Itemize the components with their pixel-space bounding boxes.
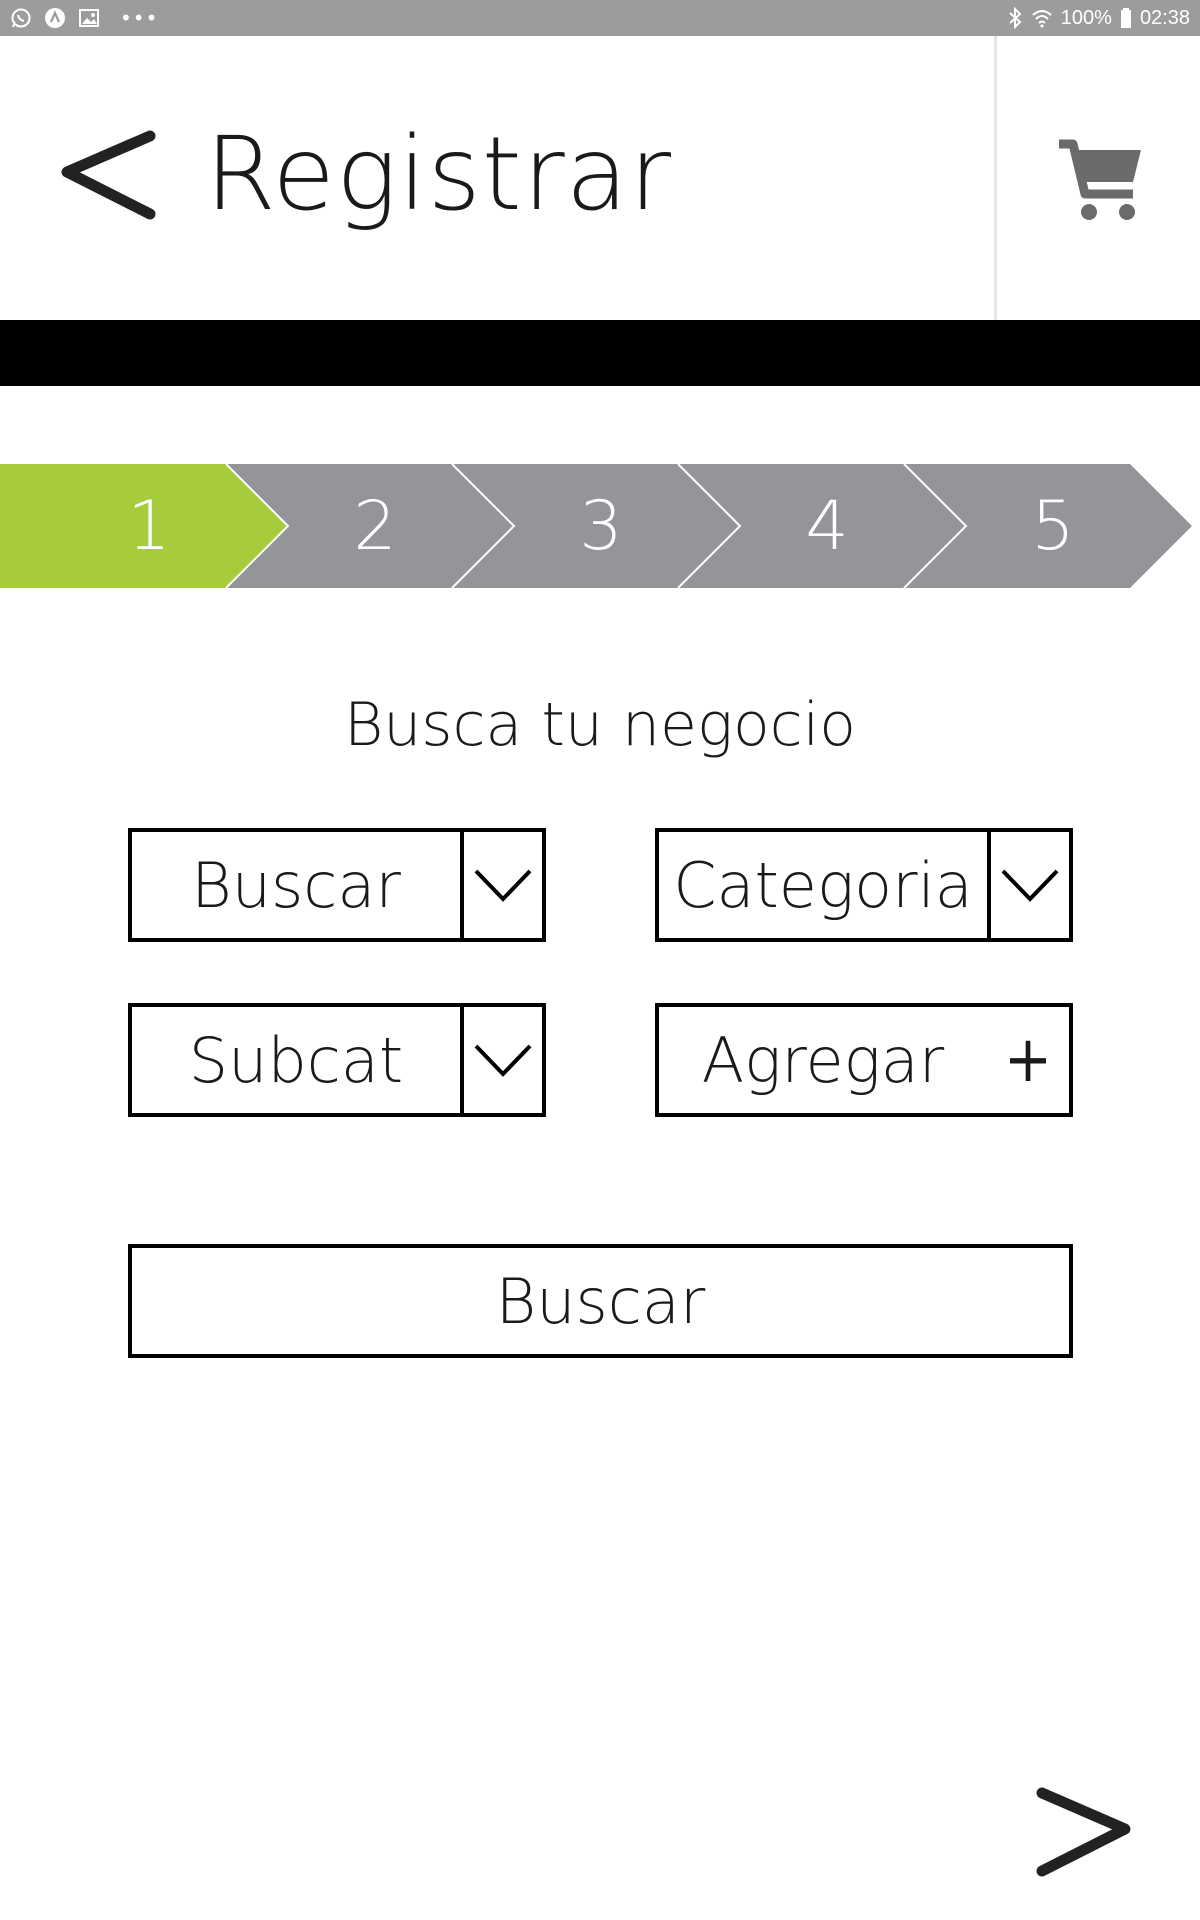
subcat-dropdown-toggle[interactable] [460,1007,542,1113]
header-black-band [0,320,1200,386]
chevron-left-icon [55,126,165,236]
plus-icon: + [1003,1023,1053,1097]
progress-stepper [0,464,1200,588]
step-1[interactable]: 1 [127,486,171,566]
buscar-dropdown[interactable] [128,828,546,942]
chevron-down-icon [472,1040,534,1080]
status-notifications [10,6,158,30]
battery-icon [1120,7,1132,29]
next-button[interactable] [1030,1785,1140,1885]
step-2[interactable]: 2 [353,486,397,566]
step-5[interactable]: 5 [1031,486,1075,566]
page-title: Registrar [205,115,673,234]
agregar-button-label: Agregar [701,1023,945,1097]
chevron-down-icon [999,865,1061,905]
header [0,36,1200,320]
subcat-dropdown-label: Subcat [188,1023,404,1097]
buscar-dropdown-label: Buscar [191,848,401,922]
subcat-dropdown[interactable] [128,1003,546,1117]
search-button-label: Buscar [495,1264,706,1338]
shopping-cart-icon [1055,136,1145,226]
wifi-icon [1031,8,1053,28]
categoria-dropdown-toggle[interactable] [987,832,1069,938]
categoria-dropdown[interactable] [655,828,1073,942]
buscar-dropdown-toggle[interactable] [460,832,542,938]
agregar-button[interactable] [655,1003,1073,1117]
image-notification-icon [78,7,100,29]
clock: 02:38 [1139,6,1190,29]
chevron-right-icon [1030,1785,1140,1885]
bluetooth-icon [1007,7,1023,29]
battery-percent: 100% [1060,6,1112,29]
step-4[interactable]: 4 [805,486,849,566]
chevron-down-icon [472,865,534,905]
status-bar [0,0,1200,36]
more-notifications-icon: ••• [120,6,159,30]
header-divider [994,36,997,320]
status-system [1007,6,1190,30]
categoria-dropdown-label: Categoria [673,848,973,922]
cart-button[interactable] [1055,136,1145,226]
section-title: Busca tu negocio [343,690,857,760]
step-3[interactable]: 3 [579,486,623,566]
whatsapp-icon [10,7,32,29]
back-button[interactable] [55,126,165,236]
search-button[interactable] [128,1244,1073,1358]
app-notification-icon [44,7,66,29]
